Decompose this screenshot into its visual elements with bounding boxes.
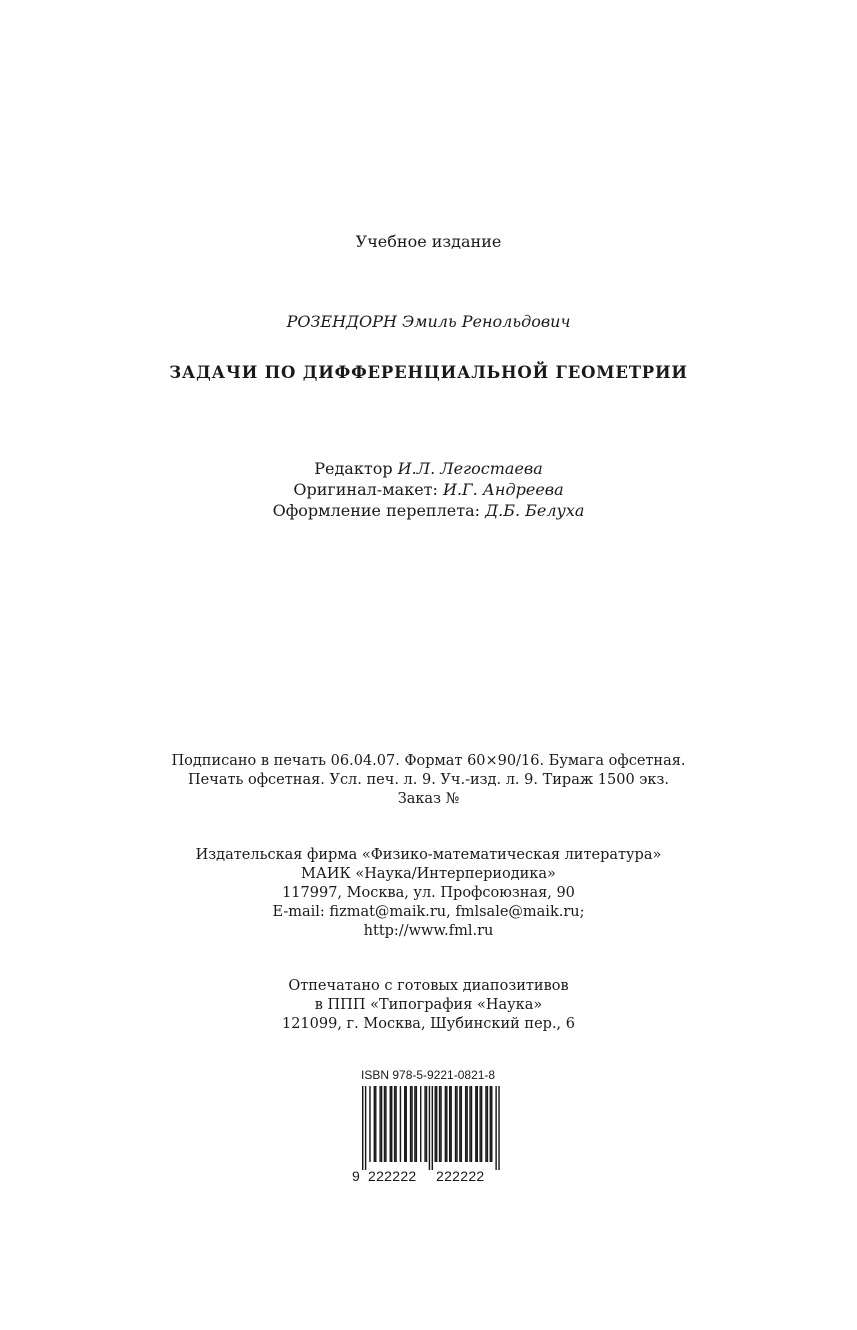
credit-name: И.Г. Андреева [443, 480, 564, 499]
barcode-bar [406, 1086, 407, 1162]
barcode-guard-bar [362, 1086, 363, 1170]
barcode-bar [487, 1086, 488, 1162]
barcode-bar [446, 1086, 447, 1162]
barcode-bar [394, 1086, 395, 1162]
barcode-bar [420, 1086, 421, 1162]
barcode-bar [410, 1086, 411, 1162]
barcode-bar [485, 1086, 486, 1162]
credit-role: Редактор [314, 459, 393, 478]
barcode-guard-bar [432, 1086, 433, 1170]
isbn-number: ISBN 978-5-9221-0821-8 [361, 1068, 496, 1082]
barcode-bar [466, 1086, 467, 1162]
barcode-bar [440, 1086, 441, 1162]
barcode-bar [395, 1086, 396, 1162]
edition-type: Учебное издание [355, 232, 502, 251]
barcode-bar [391, 1086, 392, 1162]
publisher-email: E-mail: fizmat@maik.ru, fmlsale@maik.ru; [272, 904, 585, 920]
barcode-left-digits: 222222 [368, 1168, 417, 1184]
barcode-bar [490, 1086, 491, 1162]
barcode-bar [385, 1086, 386, 1162]
barcode-bar [465, 1086, 466, 1162]
printer-name: в ППП «Типография «Наука» [314, 997, 543, 1013]
barcode-bar [475, 1086, 476, 1162]
print-info-line: Печать офсетная. Усл. печ. л. 9. Уч.-изд. л. 9. Тираж 1500 экз. [188, 772, 669, 788]
printer-line: Отпечатано с готовых диапозитивов [288, 978, 569, 994]
barcode-guard-bar [429, 1086, 430, 1170]
barcode-bar [426, 1086, 427, 1162]
barcode-bar [450, 1086, 451, 1162]
credit-name: И.Л. Легостаева [397, 459, 543, 478]
barcode-bars [358, 1086, 506, 1170]
barcode-bar [369, 1086, 370, 1162]
barcode-first-digit: 9 [352, 1168, 361, 1184]
barcode-bar [375, 1086, 376, 1162]
publisher-block [0, 846, 857, 941]
printer-address: 121099, г. Москва, Шубинский пер., 6 [281, 1016, 575, 1032]
barcode-bar [411, 1086, 412, 1162]
barcode-bar [461, 1086, 462, 1162]
barcode-guard-bar [495, 1086, 496, 1170]
credits-block [0, 458, 857, 521]
barcode-bar [491, 1086, 492, 1162]
barcode-bar [449, 1086, 450, 1162]
author-name: РОЗЕНДОРН Эмиль Ренольдович [286, 312, 571, 331]
print-info-block [0, 752, 857, 809]
publisher-address: 117997, Москва, ул. Профсоюзная, 90 [282, 885, 575, 901]
barcode-bar [381, 1086, 382, 1162]
barcode-bar [379, 1086, 380, 1162]
credit-role: Оформление переплета: [272, 501, 481, 520]
barcode-bar [404, 1086, 405, 1162]
barcode-bar [400, 1086, 401, 1162]
barcode-bar [416, 1086, 417, 1162]
book-title: ЗАДАЧИ ПО ДИФФЕРЕНЦИАЛЬНОЙ ГЕОМЕТРИИ [169, 363, 688, 382]
publisher-name: Издательская фирма «Физико-математическая литература» [195, 847, 662, 863]
credit-role: Оригинал-макет: [293, 480, 438, 499]
barcode-bar [477, 1086, 478, 1162]
barcode-guard-bar [365, 1086, 366, 1170]
barcode-bar [459, 1086, 460, 1162]
barcode-bar [414, 1086, 415, 1162]
barcode-bar [374, 1086, 375, 1162]
printer-block [0, 977, 857, 1034]
barcode-guard-bar [498, 1086, 499, 1170]
barcode-bar [384, 1086, 385, 1162]
barcode-bar [481, 1086, 482, 1162]
barcode-bar [424, 1086, 425, 1162]
barcode-bar [436, 1086, 437, 1162]
barcode-bar [390, 1086, 391, 1162]
barcode-bar [479, 1086, 480, 1162]
barcode-bar [456, 1086, 457, 1162]
publisher-website: http://www.fml.ru [363, 923, 494, 939]
credit-name: Д.Б. Белуха [485, 501, 585, 520]
credit-layout [0, 479, 857, 500]
isbn-barcode [352, 1068, 506, 1190]
barcode-bar [439, 1086, 440, 1162]
barcode-bar [435, 1086, 436, 1162]
barcode-bar [471, 1086, 472, 1162]
barcode-bar [455, 1086, 456, 1162]
credit-cover [0, 500, 857, 521]
publisher-parent: МАИК «Наука/Интерпериодика» [301, 866, 556, 882]
print-info-line: Подписано в печать 06.04.07. Формат 60×90/16. Бумага офсетная. [171, 753, 686, 769]
order-number: Заказ № [397, 791, 460, 807]
barcode-bar [445, 1086, 446, 1162]
barcode-bar [469, 1086, 470, 1162]
credit-editor [0, 458, 857, 479]
barcode-right-digits: 222222 [436, 1168, 485, 1184]
